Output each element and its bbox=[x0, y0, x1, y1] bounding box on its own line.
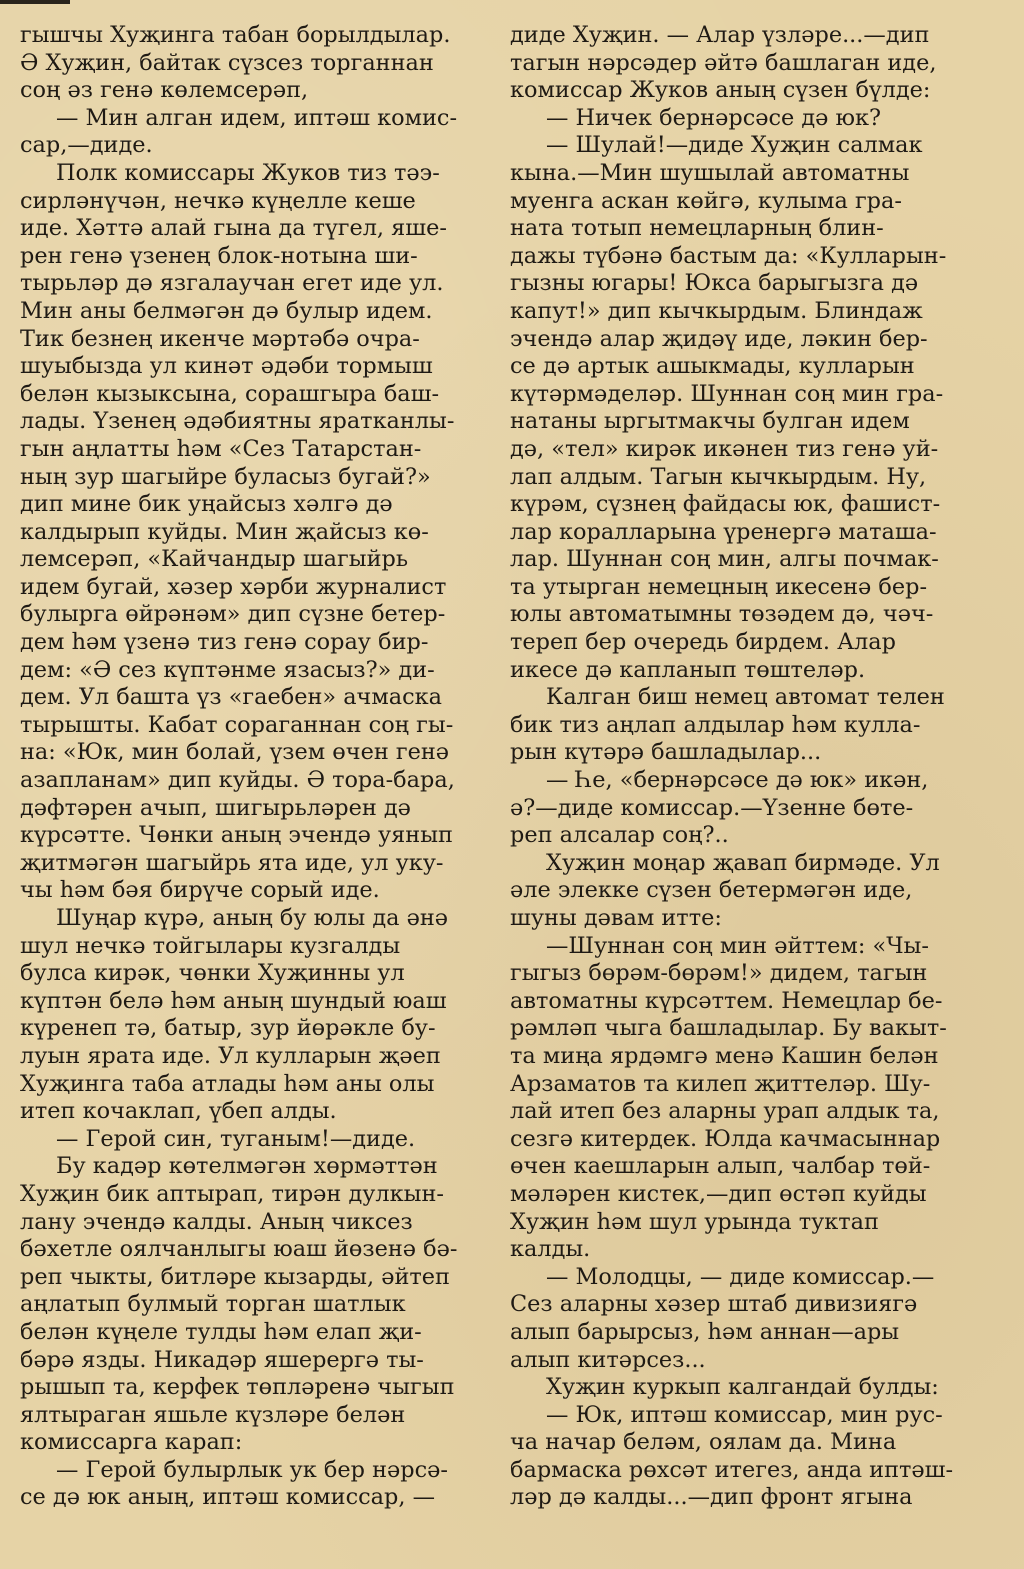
text-line: сирләнүчән, нечкә күңелле кеше bbox=[20, 187, 416, 214]
text-line: сезгә китердек. Юлда качмасыннар bbox=[510, 1125, 941, 1152]
text-line: булса кирәк, чөнки Хуҗинны ул bbox=[20, 960, 405, 987]
text-line: рәмләп чыга башладылар. Бу вакыт- bbox=[510, 1015, 947, 1042]
text-line: бик тиз аңлап алдылар һәм кулла- bbox=[510, 711, 921, 738]
text-line: — Герой булырлык ук бер нәрсә- bbox=[56, 1456, 448, 1483]
text-line: гыгыз бөрәм-бөрәм!» дидем, тагын bbox=[510, 960, 928, 987]
text-line: — Һе, «бернәрсәсе дә юк» икән, bbox=[546, 767, 929, 794]
text-line: натаны ыргытмакчы булган идем bbox=[510, 408, 910, 435]
text-line: алып барырсыз, һәм аннан—ары bbox=[510, 1318, 900, 1345]
text-line: алып китәрсез... bbox=[510, 1346, 706, 1373]
text-line: лар коралларына үренергә маташа- bbox=[510, 518, 937, 545]
text-line: күренеп тә, батыр, зур йөрәкле бу- bbox=[20, 1015, 436, 1042]
text-line: рен генә үзенең блок-нотына ши- bbox=[20, 242, 418, 269]
text-line: — Ничек бернәрсәсе дә юк? bbox=[546, 104, 882, 131]
text-line: — Юк, иптәш комиссар, мин рус- bbox=[546, 1401, 943, 1428]
text-line: бармаска рөхсәт итегез, анда иптәш- bbox=[510, 1456, 954, 1483]
text-line: мәләрен кистек,—дип өстәп куйды bbox=[510, 1180, 927, 1207]
text-line: Хуҗинга таба атлады һәм аны олы bbox=[20, 1070, 435, 1097]
text-line: се дә юк аның, иптәш комиссар, — bbox=[20, 1484, 435, 1511]
text-line: — Герой син, туганым!—диде. bbox=[56, 1125, 416, 1152]
text-line: күрсәтте. Чөнки аның эчендә уянып bbox=[20, 822, 453, 849]
text-line: лану эчендә калды. Аның чиксез bbox=[20, 1208, 413, 1235]
text-line: җитмәгән шагыйрь ята иде, ул уку- bbox=[20, 849, 444, 876]
text-line: белән кызыксына, сорашгыра баш- bbox=[20, 380, 440, 407]
text-line: ләр дә калды...—дип фронт ягына bbox=[510, 1484, 913, 1511]
text-line: Сез аларны хәзер штаб дивизиягә bbox=[510, 1291, 918, 1318]
text-line: Бу кадәр көтелмәгән хөрмәттән bbox=[56, 1153, 438, 1180]
text-line: булырга өйрәнәм» дип сүзне бетер- bbox=[20, 601, 446, 628]
text-line: икесе дә капланып төштеләр. bbox=[510, 656, 866, 683]
text-line: күптән белә һәм аның шундый юаш bbox=[20, 987, 447, 1014]
text-line: се дә артык ашыкмады, кулларын bbox=[510, 353, 915, 380]
text-line: соң әз генә көлемсерәп, bbox=[20, 77, 309, 104]
text-line: калдырып куйды. Мин җайсыз кө- bbox=[20, 518, 429, 545]
text-line: лар. Шуннан соң мин, алгы почмак- bbox=[510, 546, 939, 573]
text-line: Хуҗин бик аптырап, тирән дулкын- bbox=[20, 1180, 444, 1207]
text-line: на: «Юк, мин болай, үзем өчен генә bbox=[20, 739, 450, 766]
text-line: әле элекке сүзен бетермәгән иде, bbox=[510, 877, 913, 904]
text-line: муенга аскан көйгә, кулыма гра- bbox=[510, 187, 902, 214]
text-line: юлы автоматымны төзәдем дә, чәч- bbox=[510, 601, 934, 628]
text-line: Полк комиссары Жуков тиз тәэ- bbox=[56, 159, 440, 186]
text-line: луын ярата иде. Ул кулларын җәеп bbox=[20, 1042, 441, 1069]
text-line: лады. Үзенең әдәбиятны яратканлы- bbox=[20, 408, 455, 435]
text-line: реп чыкты, битләре кызарды, әйтеп bbox=[20, 1263, 450, 1290]
text-line: калды. bbox=[510, 1236, 591, 1263]
text-line: реп алсалар соң?.. bbox=[510, 822, 729, 849]
text-line: лемсерәп, «Кайчандыр шагыйрь bbox=[20, 546, 409, 573]
text-line: сар,—диде. bbox=[20, 132, 153, 159]
text-line: гышчы Хуҗинга табан борылдылар. bbox=[20, 22, 451, 48]
text-line: Шуңар күрә, аның бу юлы да әнә bbox=[56, 905, 449, 931]
text-line: та миңа ярдәмгә менә Кашин белән bbox=[510, 1042, 939, 1069]
text-line: чы һәм бәя бирүче сорый иде. bbox=[20, 877, 380, 904]
text-line: гын аңлатты һәм «Сез Татарстан- bbox=[20, 435, 422, 462]
text-line: ча начар беләм, оялам да. Мина bbox=[510, 1429, 897, 1456]
text-line: күрәм, сүзнең файдасы юк, фашист- bbox=[510, 491, 941, 518]
text-line: идем бугай, хәзер хәрби журналист bbox=[20, 573, 447, 600]
text-line: — Мин алган идем, иптәш комис- bbox=[56, 104, 458, 131]
text-line: тереп бер очередь бирдем. Алар bbox=[510, 629, 896, 656]
text-line: белән күңеле тулды һәм елап җи- bbox=[20, 1318, 422, 1345]
text-line: капут!» дип кычкырдым. Блиндаж bbox=[510, 297, 923, 324]
text-line: дем. Ул башта үз «гаебен» ачмаска bbox=[20, 684, 442, 711]
text-line: кына.—Мин шушылай автоматны bbox=[510, 159, 910, 186]
text-line: автоматны күрсәттем. Немецлар бе- bbox=[510, 987, 943, 1014]
text-line: — Молодцы, — диде комиссар.— bbox=[546, 1263, 935, 1290]
text-line: Мин аны белмәгән дә булыр идем. bbox=[20, 297, 433, 324]
text-line: лай итеп без аларны урап алдык та, bbox=[510, 1098, 940, 1125]
text-line: шуыбызда ул кинәт әдәби тормыш bbox=[20, 353, 433, 380]
text-line: ның зур шагыйре буласыз бугай?» bbox=[20, 463, 431, 490]
text-line: дип мине бик уңайсыз хәлгә дә bbox=[20, 491, 393, 518]
text-line: бәхетле оялчанлыгы юаш йөзенә бә- bbox=[20, 1236, 458, 1263]
top-rule bbox=[0, 0, 70, 4]
text-line: шул нечкә тойгылары кузгалды bbox=[20, 932, 401, 959]
text-line: дем: «Ә сез күптәнме язасыз?» ди- bbox=[20, 656, 435, 683]
text-line: рышып та, керфек төпләренә чыгып bbox=[20, 1374, 455, 1401]
text-line: Хуҗин һәм шул урында туктап bbox=[510, 1208, 879, 1235]
text-line: азапланам» дип куйды. Ә тора-бара, bbox=[20, 767, 455, 794]
text-line: ялтыраган яшьле күзләре белән bbox=[20, 1401, 406, 1428]
text-line: тагын нәрсәдер әйтә башлаган иде, bbox=[510, 49, 937, 76]
text-line: шуны дәвам итте: bbox=[510, 905, 722, 931]
text-line: комиссар Жуков аның сүзен бүлде: bbox=[510, 77, 931, 104]
text-line: Хуҗин куркып калгандай булды: bbox=[546, 1374, 939, 1401]
text-line: та утырган немецның икесенә бер- bbox=[510, 573, 928, 600]
right-column bbox=[510, 22, 988, 1512]
text-line: Тик безнең икенче мәртәбә очра- bbox=[20, 325, 420, 352]
text-line: —Шуннан соң мин әйттем: «Чы- bbox=[546, 932, 929, 959]
text-line: Ә Хуҗин, байтак сүзсез торганнан bbox=[20, 49, 434, 76]
text-line: комиссарга карап: bbox=[20, 1429, 243, 1456]
text-line: күтәрмәделәр. Шуннан соң мин гра- bbox=[510, 380, 944, 407]
text-line: Хуҗин моңар җавап бирмәде. Ул bbox=[546, 849, 940, 876]
text-line: дә, «тел» кирәк икәнен тиз генә уй- bbox=[510, 435, 939, 462]
text-line: итеп кочаклап, үбеп алды. bbox=[20, 1098, 337, 1125]
text-line: эчендә алар җидәү иде, ләкин бер- bbox=[510, 325, 928, 352]
text-line: ә?—диде комиссар.—Үзенне бөте- bbox=[510, 794, 914, 821]
text-line: ната тотып немецларның блин- bbox=[510, 215, 884, 242]
text-line: бәрә язды. Никадәр яшерергә ты- bbox=[20, 1346, 424, 1373]
text-line: диде Хуҗин. — Алар үзләре...—дип bbox=[510, 22, 930, 48]
text-line: Арзаматов та килеп җиттеләр. Шу- bbox=[510, 1070, 931, 1097]
text-line: дажы түбәнә бастым да: «Кулларын- bbox=[510, 242, 947, 269]
text-line: Калган биш немец автомат телен bbox=[546, 684, 945, 711]
text-line: тырышты. Кабат сораганнан соң гы- bbox=[20, 711, 454, 738]
text-line: иде. Хәттә алай гына да түгел, яше- bbox=[20, 215, 447, 242]
text-line: өчен каешларын алып, чалбар төй- bbox=[510, 1153, 931, 1180]
text-line: дем һәм үзенә тиз генә сорау бир- bbox=[20, 629, 429, 656]
text-line: рын күтәрә башладылар... bbox=[510, 739, 822, 766]
text-line: дәфтәрен ачып, шигырьләрен дә bbox=[20, 794, 411, 821]
text-line: гызны югары! Юкса барыгызга дә bbox=[510, 270, 919, 297]
text-line: аңлатып булмый торган шатлык bbox=[20, 1291, 406, 1318]
text-line: тырьләр дә язгалаучан егет иде ул. bbox=[20, 270, 444, 297]
text-line: лап алдым. Тагын кычкырдым. Ну, bbox=[510, 463, 927, 490]
left-column bbox=[20, 22, 498, 1512]
text-line: — Шулай!—диде Хуҗин салмак bbox=[546, 132, 923, 159]
